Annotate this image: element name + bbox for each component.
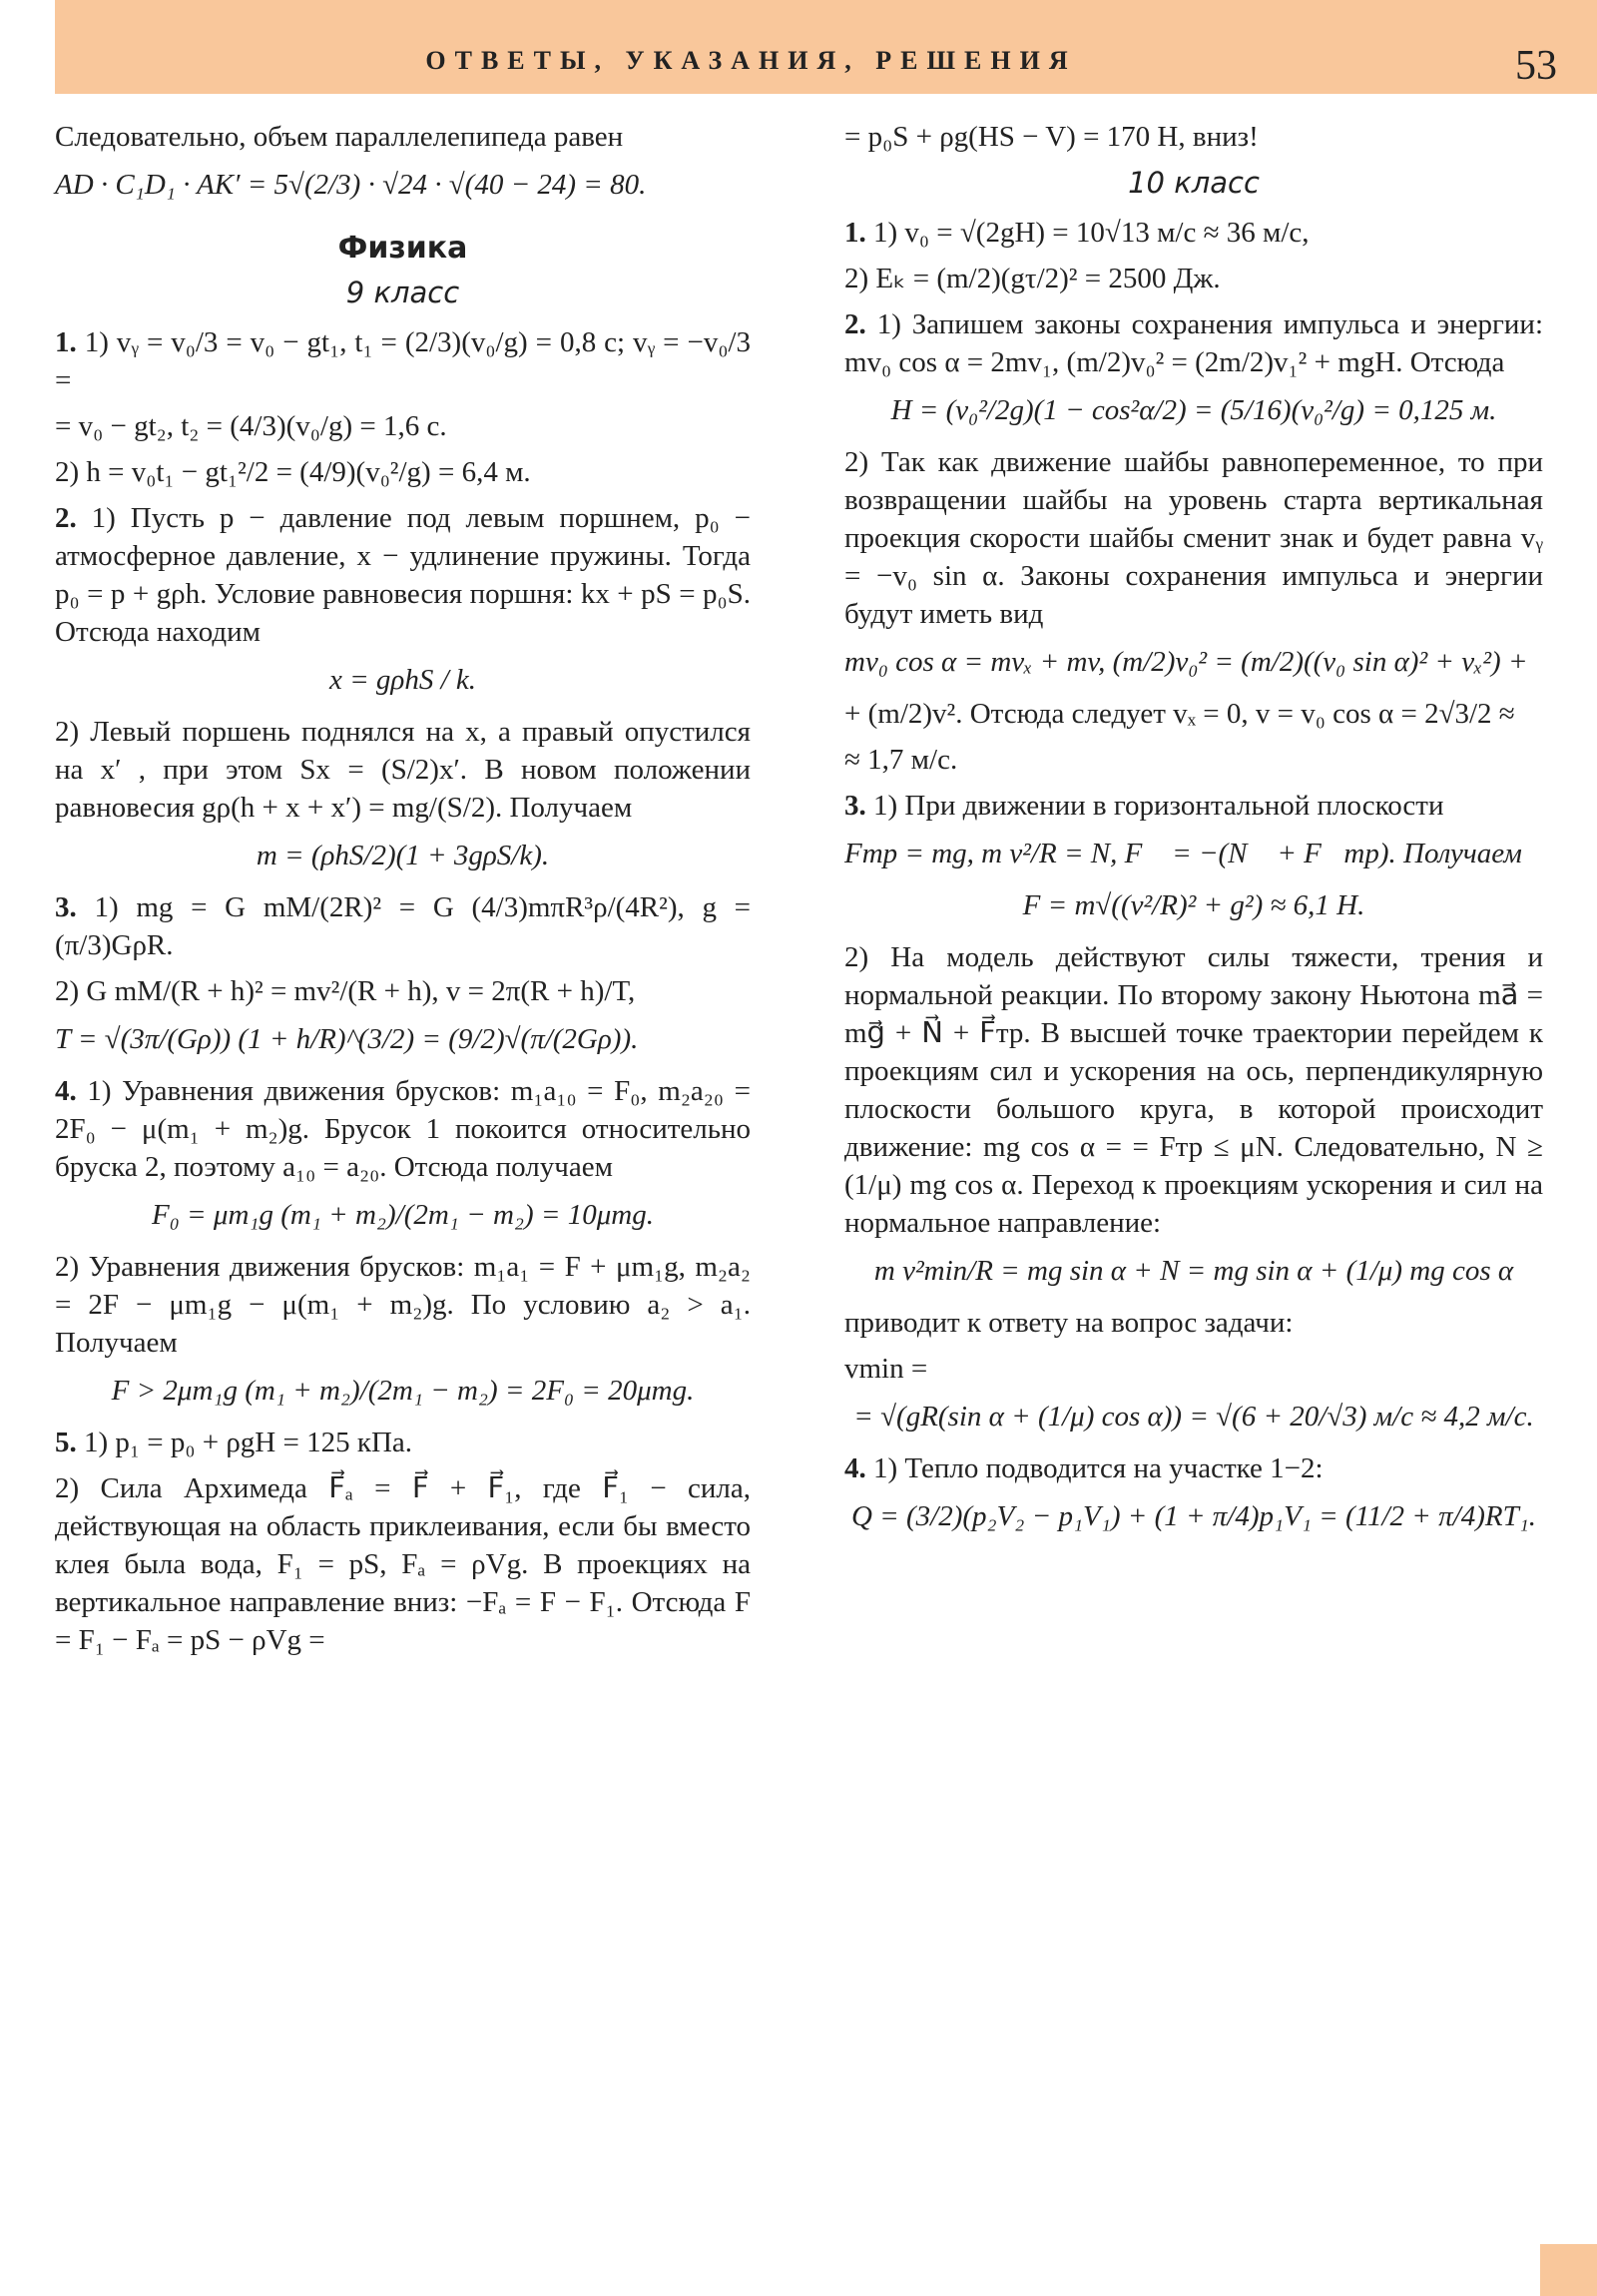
grade-heading: 9 класс <box>345 276 460 309</box>
problem-3-b: 2) G mM/(R + h)² = mv²/(R + h), v = 2π(R + h)/T, <box>55 975 636 1007</box>
problem-text: 1) При движении в горизонтальной плоскости <box>873 790 1444 822</box>
problem-text: 1) mg = G mM/(2R)² = G (4/3)mπR³ρ/(4R²), g = (π/3)GρR. <box>55 891 752 961</box>
equation: F₀ = μm₁g (m₁ + m₂)/(2m₁ − m₂) = 10μmg. <box>152 1199 654 1231</box>
equation: x = gρhS / k. <box>328 664 477 696</box>
problem-4 <box>55 1072 751 1186</box>
equation: F = m√((v²/R)² + g²) ≈ 6,1 Н. <box>1022 889 1365 921</box>
problem-1-b: = v₀ − gt₂, t₂ = (4/3)(v₀/g) = 1,6 с. <box>55 410 447 442</box>
problem-2-b: 2) Так как движение шайбы равнопеременное, то при возвращении шайбы на уровень старта вертикальная проекция скорости шайбы сменит знак и будет равна vᵧ = −v₀ sin α. Законы сохранения импульса и энергии будут иметь вид <box>844 446 1543 630</box>
problem-3-b: 2) На модель действуют силы тяжести, трения и нормальной реакции. По второму закону Ньютона ma⃗ = mg⃗ + N⃗ + F⃗тр. В высшей точке траектории перейдем к проекциям сил и ускорения на ось, перпендикулярную плоскости большого круга, в которой происходит движение: mg cos α = = Fтр ≤ μN. Следовательно, N ≥ (1/μ) mg cos α. Переход к проекциям ускорения и сил на нормальное направление: <box>844 941 1543 1239</box>
problem-3-c: приводит к ответу на вопрос задачи: <box>844 1307 1294 1339</box>
continuation-text: = p₀S + ρg(HS − V) = 170 Н, вниз! <box>844 121 1259 153</box>
problem-number: 2. <box>844 308 866 340</box>
equation: T = √(3π/(Gρ)) (1 + h/R)^(3/2) = (9/2)√(π/(2Gρ)). <box>55 1023 639 1055</box>
page-number: 53 <box>1515 43 1557 89</box>
problem-1 <box>55 323 751 399</box>
right-column <box>844 118 1543 1549</box>
problem-text: 1) Уравнения движения брусков: m₁a₁₀ = F₀, m₂a₂₀ = 2F₀ − μ(m₁ + m₂)g. Брусок 1 покоится относительно бруска 2, поэтому a₁₀ = a₂₀. Отсюда получаем <box>55 1075 751 1183</box>
equation: m v²min/R = mg sin α + N = mg sin α + (1/μ) mg cos α <box>873 1255 1514 1287</box>
left-column <box>55 118 751 1667</box>
problem-3-d: vmin = <box>844 1353 928 1385</box>
equation: mv₀ cos α = mvₓ + mv, (m/2)v₀² = (m/2)((v₀ sin α)² + vₓ²) + <box>844 646 1528 678</box>
equation: F > 2μm₁g (m₁ + m₂)/(2m₁ − m₂) = 2F₀ = 20μmg. <box>111 1375 695 1407</box>
problem-text: 1) Тепло подводится на участке 1−2: <box>873 1452 1324 1484</box>
equation: H = (v₀²/2g)(1 − cos²α/2) = (5/16)(v₀²/g) = 0,125 м. <box>890 394 1497 426</box>
problem-number: 1. <box>844 217 866 249</box>
problem-text: 1) vᵧ = v₀/3 = v₀ − gt₁, t₁ = (2/3)(v₀/g) = 0,8 с; vᵧ = −v₀/3 = <box>55 326 751 396</box>
header-bar <box>55 0 1597 94</box>
problem-2-d: ≈ 1,7 м/с. <box>844 744 958 776</box>
volume-equation: AD · C₁D₁ · AK′ = 5√(2/3) · √24 · √(40 − 24) = 80. <box>55 169 647 201</box>
grade-heading: 10 класс <box>1128 166 1260 200</box>
problem-text: 1) v₀ = √(2gH) = 10√13 м/с ≈ 36 м/с, <box>873 217 1310 249</box>
problem-number: 5. <box>55 1427 77 1458</box>
equation: Q = (3/2)(p₂V₂ − p₁V₁) + (1 + π/4)p₁V₁ = (11/2 + π/4)RT₁. <box>850 1500 1537 1532</box>
problem-2-b: 2) Левый поршень поднялся на x, а правый опустился на x′ , при этом Sx = (S/2)x′. В новом положении равновесия gρ(h + x + x′) = mg/(S/2). Получаем <box>55 716 751 824</box>
problem-3 <box>844 787 1543 825</box>
equation: Fтр = mg, m v²/R = N, F⃗ = −(N⃗ + F⃗тр). Получаем <box>844 838 1522 869</box>
running-header: ОТВЕТЫ, УКАЗАНИЯ, РЕШЕНИЯ <box>425 46 1077 75</box>
intro-text: Следовательно, объем параллелепипеда равен <box>55 121 624 153</box>
problem-2 <box>55 499 751 651</box>
problem-number: 1. <box>55 326 77 358</box>
problem-text: 1) Пусть p − давление под левым поршнем, p₀ − атмосферное давление, x − удлинение пружины. Тогда p₀ = p + gρh. Условие равновесия поршня: kx + pS = p₀S. Отсюда находим <box>55 502 751 648</box>
problem-text: 1) p₁ = p₀ + ρgH = 125 кПа. <box>84 1427 413 1458</box>
problem-3 <box>55 888 751 964</box>
problem-5-b: 2) Сила Архимеда F⃗ₐ = F⃗ + F⃗₁, где F⃗₁ − сила, действующая на область приклеивания, если бы вместо клея была вода, F₁ = pS, Fₐ = ρVg. В проекциях на вертикальное направление вниз: −Fₐ = F − F₁. Отсюда F = F₁ − Fₐ = pS − ρVg = <box>55 1472 751 1656</box>
problem-2-c: + (m/2)v². Отсюда следует vₓ = 0, v = v₀ cos α = 2√3/2 ≈ <box>844 698 1515 730</box>
problem-number: 3. <box>844 790 866 822</box>
problem-2 <box>844 305 1543 381</box>
problem-4 <box>844 1449 1543 1487</box>
problem-1-c: 2) h = v₀t₁ − gt₁²/2 = (4/9)(v₀²/g) = 6,4 м. <box>55 456 531 488</box>
equation: m = (ρhS/2)(1 + 3gρS/k). <box>256 840 550 871</box>
problem-1 <box>844 214 1543 252</box>
problem-text: 1) Запишем законы сохранения импульса и энергии: mv₀ cos α = 2mv₁, (m/2)v₀² = (2m/2)v₁² + mgH. Отсюда <box>844 308 1544 378</box>
section-title: Физика <box>337 231 468 266</box>
problem-number: 3. <box>55 891 77 923</box>
problem-5 <box>55 1424 751 1461</box>
problem-number: 4. <box>55 1075 77 1107</box>
equation: = √(gR(sin α + (1/μ) cos α)) = √(6 + 20/√3) м/с ≈ 4,2 м/с. <box>853 1401 1534 1433</box>
problem-number: 4. <box>844 1452 866 1484</box>
problem-4-b: 2) Уравнения движения брусков: m₁a₁ = F + μm₁g, m₂a₂ = 2F − μm₁g − μ(m₁ + m₂)g. По условию a₂ > a₁. Получаем <box>55 1251 751 1359</box>
problem-1-b: 2) Eₖ = (m/2)(gτ/2)² = 2500 Дж. <box>844 263 1221 294</box>
problem-number: 2. <box>55 502 77 534</box>
corner-tab <box>1540 2244 1597 2296</box>
